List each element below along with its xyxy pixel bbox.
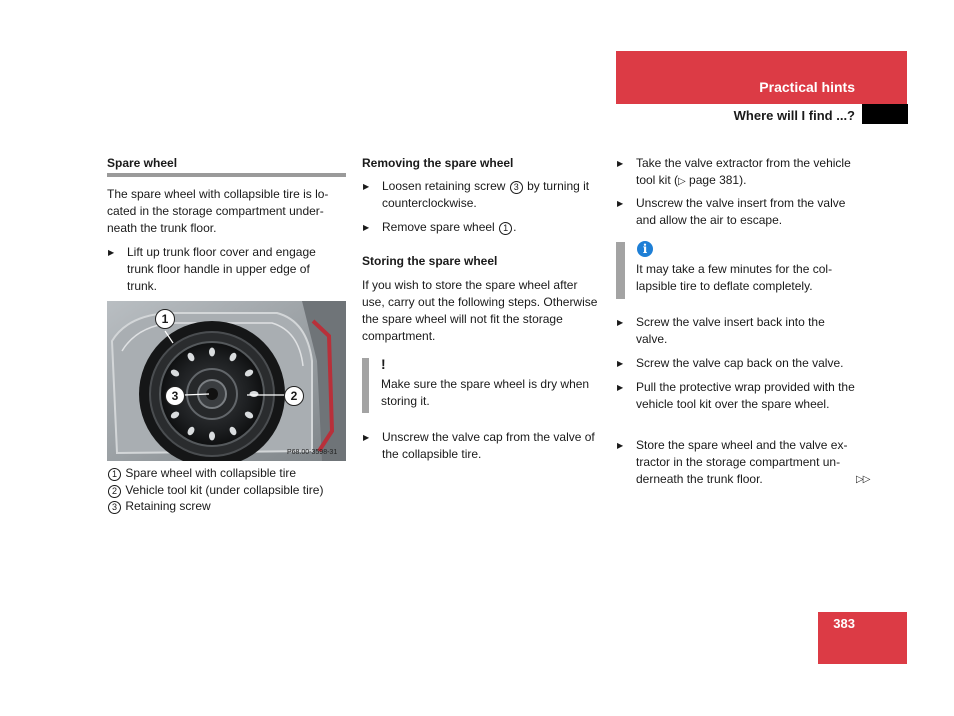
bullet-icon: ▶ (617, 383, 624, 392)
heading-rule (107, 173, 346, 177)
legend-item-3 (107, 498, 211, 515)
take-extractor-step (636, 155, 858, 190)
bullet-icon: ▶ (617, 318, 624, 327)
callout-3: 3 (165, 386, 185, 406)
page-number: 383 (833, 616, 855, 631)
header-black-tab (862, 104, 908, 124)
legend-item-1 (107, 465, 296, 482)
section-title: Practical hints (759, 79, 855, 95)
storing-paragraph: If you wish to store the spare wheel after use, carry out the following steps. Otherwise the spare wheel will not fit the storage compartment. (362, 278, 598, 343)
bullet-icon: ▶ (363, 433, 370, 442)
loosen-screw-step (382, 178, 602, 212)
legend-number: 2 (108, 485, 121, 498)
legend-number: 3 (108, 501, 121, 514)
warning-bar (362, 358, 369, 413)
store-wheel-step: Store the spare wheel and the valve ex-tractor in the storage compartment un-derneath the trunk floor. (636, 438, 848, 486)
step-text: Take the valve extractor from the vehicle tool kit ( (636, 156, 851, 187)
spare-wheel-heading: Spare wheel (107, 156, 178, 170)
step-text: . (513, 220, 517, 234)
spare-wheel-photo (107, 301, 346, 461)
image-code: P68.00-3598-31 (287, 449, 338, 456)
bullet-icon: ▶ (363, 182, 370, 191)
lift-trunk-step: Lift up trunk floor cover and engage trunk floor handle in upper edge of trunk. (127, 245, 316, 293)
remove-wheel-step (382, 219, 602, 236)
legend-item-2 (107, 482, 323, 499)
legend-number: 1 (108, 468, 121, 481)
step-text: by turning it counterclockwise. (382, 179, 590, 210)
step-text: page 381). (685, 173, 747, 187)
legend-text: Retaining screw (125, 499, 211, 513)
warning-icon: ! (381, 356, 386, 372)
screw-cap-step: Screw the valve cap back on the valve. (636, 356, 844, 370)
warning-text: Make sure the spare wheel is dry when storing it. (381, 377, 590, 408)
bullet-icon: ▶ (617, 199, 624, 208)
bullet-icon: ▶ (617, 359, 624, 368)
storing-heading: Storing the spare wheel (362, 254, 498, 268)
info-icon: i (637, 241, 653, 257)
screw-insert-step: Screw the valve insert back into the valve. (636, 315, 825, 346)
spare-wheel-intro: The spare wheel with collapsible tire is lo-cated in the storage compartment under-neath the trunk floor. (107, 187, 329, 235)
unscrew-cap-step: Unscrew the valve cap from the valve of the collapsible tire. (382, 430, 595, 461)
unscrew-insert-step: Unscrew the valve insert from the valve and allow the air to escape. (636, 196, 846, 227)
info-note: It may take a few minutes for the col-lapsible tire to deflate completely. (636, 262, 833, 293)
step-ref-number: 3 (510, 181, 523, 194)
step-text: Remove spare wheel (382, 220, 495, 234)
pull-wrap-step: Pull the protective wrap provided with the vehicle tool kit over the spare wheel. (636, 380, 855, 411)
bullet-icon: ▶ (108, 248, 115, 257)
bullet-icon: ▶ (617, 441, 624, 450)
callout-1: 1 (155, 309, 175, 329)
info-bar (616, 242, 625, 299)
removing-heading: Removing the spare wheel (362, 156, 514, 170)
legend-text: Spare wheel with collapsible tire (125, 466, 297, 480)
subsection-title: Where will I find ...? (733, 108, 855, 123)
header-red-band (616, 51, 907, 104)
legend-text: Vehicle tool kit (under collapsible tire) (125, 483, 324, 497)
bullet-icon: ▶ (617, 159, 624, 168)
callout-2: 2 (284, 386, 304, 406)
bullet-icon: ▶ (363, 223, 370, 232)
step-text: Loosen retaining screw (382, 179, 506, 193)
continued-arrows-icon: ▷▷ (856, 474, 870, 485)
step-ref-number: 1 (499, 222, 512, 235)
page-ref-arrow-icon: ▷ (678, 176, 686, 187)
